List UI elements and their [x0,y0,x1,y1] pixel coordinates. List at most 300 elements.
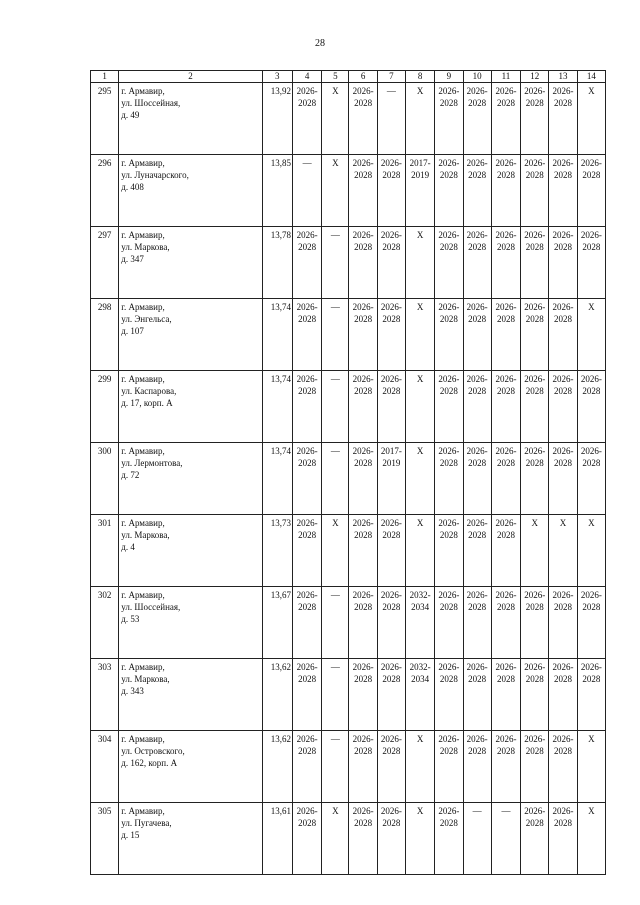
row-number: 300 [91,443,119,515]
period-end: 2028 [496,170,515,180]
period-start: 2026- [466,734,488,744]
period-start: 2026- [524,734,546,744]
period-cell [491,587,520,659]
period-end: 2028 [439,674,458,684]
column-header: 1 [91,71,119,83]
address-line: ул. Каспарова, [121,386,177,396]
period-start: 2026- [580,590,602,600]
period-cell: — [322,731,349,803]
period-cell [349,731,377,803]
period-cell: — [322,587,349,659]
period-start: 2026- [438,590,460,600]
period-end: 2028 [468,602,487,612]
period-end: 2028 [354,674,373,684]
period-start: 2026- [495,734,517,744]
period-start: 2032- [409,590,431,600]
period-cell [463,515,491,587]
period-start: 2026- [380,230,402,240]
period-start: 2026- [296,230,318,240]
period-cell: — [322,299,349,371]
period-cell [435,731,463,803]
table-row [91,731,606,803]
period-cell: X [322,803,349,875]
period-start: 2026- [552,158,574,168]
period-cell: — [292,155,321,227]
period-start: 2026- [352,158,374,168]
period-start: 2026- [524,806,546,816]
period-start: 2026- [296,518,318,528]
period-end: 2028 [525,602,544,612]
period-end: 2028 [525,818,544,828]
period-start: 2026- [380,374,402,384]
period-start: 2026- [296,374,318,384]
period-start: 2026- [552,590,574,600]
period-cell [435,371,463,443]
period-cell [549,299,577,371]
period-end: 2028 [298,746,317,756]
period-cell [406,659,435,731]
period-cell: X [406,731,435,803]
address-cell [119,299,262,371]
value-cell: 13,92 [262,83,292,155]
address-line: г. Армавир, [121,230,165,240]
period-cell [491,659,520,731]
period-cell [521,371,549,443]
period-end: 2028 [553,818,572,828]
period-start: 2026- [296,86,318,96]
period-cell [292,227,321,299]
row-number: 298 [91,299,119,371]
period-cell: X [549,515,577,587]
period-end: 2028 [582,602,601,612]
table-row [91,155,606,227]
address-line: г. Армавир, [121,734,165,744]
period-cell: — [377,83,405,155]
period-start: 2026- [352,590,374,600]
period-start: 2026- [552,806,574,816]
address-line: г. Армавир, [121,806,165,816]
address-line: г. Армавир, [121,518,165,528]
period-start: 2026- [352,86,374,96]
period-start: 2026- [438,806,460,816]
period-cell [435,155,463,227]
period-end: 2028 [553,386,572,396]
period-start: 2026- [438,446,460,456]
period-cell: X [406,443,435,515]
period-end: 2028 [525,674,544,684]
period-end: 2028 [496,602,515,612]
address-line: ул. Маркова, [121,530,170,540]
period-end: 2028 [354,170,373,180]
period-cell [521,587,549,659]
period-start: 2026- [580,230,602,240]
column-header: 11 [491,71,520,83]
period-start: 2026- [466,590,488,600]
period-end: 2028 [298,314,317,324]
period-end: 2028 [496,674,515,684]
address-cell [119,371,262,443]
address-line: д. 72 [121,470,140,480]
period-cell [406,587,435,659]
period-end: 2028 [525,386,544,396]
address-cell [119,803,262,875]
period-cell [349,659,377,731]
period-cell [377,587,405,659]
period-start: 2026- [495,662,517,672]
row-number: 302 [91,587,119,659]
period-start: 2026- [580,158,602,168]
period-end: 2028 [439,98,458,108]
period-cell: X [322,515,349,587]
period-cell [463,371,491,443]
period-cell [349,443,377,515]
period-end: 2028 [525,170,544,180]
address-line: г. Армавир, [121,662,165,672]
period-cell: X [577,731,605,803]
column-header: 2 [119,71,262,83]
period-cell: — [322,659,349,731]
row-number: 305 [91,803,119,875]
period-start: 2026- [524,158,546,168]
period-cell: — [322,371,349,443]
period-start: 2026- [296,590,318,600]
period-start: 2026- [495,86,517,96]
table-row [91,443,606,515]
period-end: 2028 [354,818,373,828]
period-cell [292,731,321,803]
column-header: 12 [521,71,549,83]
period-end: 2028 [553,458,572,468]
period-end: 2019 [382,458,401,468]
page-number: 28 [315,38,325,49]
period-end: 2028 [382,242,401,252]
period-start: 2026- [466,230,488,240]
column-header: 13 [549,71,577,83]
period-start: 2026- [495,518,517,528]
table-row [91,587,606,659]
period-start: 2026- [495,446,517,456]
period-start: 2026- [524,86,546,96]
address-line: ул. Пугачева, [121,818,172,828]
address-line: г. Армавир, [121,590,165,600]
period-cell [377,515,405,587]
address-cell [119,443,262,515]
period-start: 2026- [438,374,460,384]
period-cell [349,227,377,299]
column-header: 5 [322,71,349,83]
period-start: 2026- [495,230,517,240]
period-end: 2028 [439,314,458,324]
table-row [91,83,606,155]
period-start: 2026- [466,518,488,528]
column-header: 14 [577,71,605,83]
period-cell [292,515,321,587]
column-header: 3 [262,71,292,83]
address-line: ул. Лермонтова, [121,458,183,468]
period-end: 2028 [439,602,458,612]
period-cell [491,731,520,803]
period-start: 2026- [352,662,374,672]
period-cell [521,83,549,155]
address-line: д. 15 [121,830,140,840]
period-start: 2026- [352,302,374,312]
period-start: 2032- [409,662,431,672]
period-end: 2028 [382,602,401,612]
period-cell: — [322,443,349,515]
period-end: 2028 [525,458,544,468]
period-start: 2026- [296,734,318,744]
address-line: д. 17, корп. А [121,398,173,408]
period-start: 2026- [438,302,460,312]
row-number: 296 [91,155,119,227]
period-cell [349,299,377,371]
period-start: 2026- [438,518,460,528]
address-line: ул. Маркова, [121,242,170,252]
row-number: 304 [91,731,119,803]
address-line: д. 347 [121,254,144,264]
period-end: 2028 [298,530,317,540]
period-cell [491,227,520,299]
period-start: 2026- [552,374,574,384]
period-end: 2028 [298,602,317,612]
period-end: 2028 [354,602,373,612]
period-end: 2028 [496,242,515,252]
period-end: 2028 [382,386,401,396]
period-end: 2028 [354,242,373,252]
period-start: 2026- [524,662,546,672]
address-line: г. Армавир, [121,86,165,96]
period-end: 2028 [468,674,487,684]
period-cell [435,587,463,659]
period-end: 2028 [468,314,487,324]
period-start: 2026- [380,806,402,816]
period-cell [577,659,605,731]
period-start: 2026- [580,446,602,456]
row-number: 295 [91,83,119,155]
value-cell: 13,85 [262,155,292,227]
period-cell [435,659,463,731]
period-end: 2028 [439,818,458,828]
address-cell [119,587,262,659]
period-start: 2026- [380,158,402,168]
period-end: 2028 [496,386,515,396]
period-cell [463,731,491,803]
period-start: 2026- [380,302,402,312]
period-start: 2026- [380,590,402,600]
period-cell: X [577,299,605,371]
housing-registry-table [90,70,606,875]
period-cell: X [406,371,435,443]
period-cell [377,803,405,875]
column-header: 9 [435,71,463,83]
period-end: 2028 [468,242,487,252]
address-cell [119,515,262,587]
address-line: д. 408 [121,182,144,192]
period-cell [349,371,377,443]
period-start: 2026- [524,302,546,312]
period-end: 2028 [382,674,401,684]
period-end: 2028 [582,242,601,252]
address-line: ул. Луначарского, [121,170,189,180]
period-start: 2026- [296,662,318,672]
period-cell [577,371,605,443]
row-number: 301 [91,515,119,587]
period-cell [292,587,321,659]
period-end: 2028 [525,314,544,324]
period-start: 2026- [495,374,517,384]
period-cell [463,299,491,371]
period-end: 2028 [298,386,317,396]
address-line: д. 162, корп. А [121,758,178,768]
table-row [91,515,606,587]
address-line: д. 49 [121,110,140,120]
period-end: 2028 [382,818,401,828]
address-line: д. 53 [121,614,140,624]
period-end: 2028 [553,674,572,684]
period-cell [377,371,405,443]
period-start: 2026- [466,374,488,384]
period-start: 2026- [466,662,488,672]
period-cell [377,227,405,299]
column-header: 6 [349,71,377,83]
value-cell: 13,62 [262,731,292,803]
period-cell: — [491,803,520,875]
period-cell: X [577,83,605,155]
address-cell [119,227,262,299]
period-end: 2028 [382,530,401,540]
period-end: 2028 [553,98,572,108]
period-start: 2026- [495,158,517,168]
period-end: 2028 [468,386,487,396]
period-end: 2028 [439,458,458,468]
address-line: г. Армавир, [121,158,165,168]
period-start: 2026- [352,374,374,384]
period-cell [377,155,405,227]
period-start: 2026- [524,446,546,456]
period-end: 2028 [582,386,601,396]
period-cell [549,659,577,731]
column-header: 10 [463,71,491,83]
address-line: ул. Островского, [121,746,185,756]
address-line: д. 4 [121,542,135,552]
period-cell [549,371,577,443]
period-start: 2026- [580,374,602,384]
period-cell: X [406,515,435,587]
address-line: д. 107 [121,326,144,336]
address-line: г. Армавир, [121,374,165,384]
period-end: 2028 [468,458,487,468]
period-start: 2026- [380,734,402,744]
period-cell [292,83,321,155]
period-start: 2026- [524,590,546,600]
period-end: 2028 [496,530,515,540]
period-end: 2028 [354,98,373,108]
period-cell [463,83,491,155]
period-cell [491,299,520,371]
period-cell [491,515,520,587]
period-cell: — [322,227,349,299]
period-cell [521,155,549,227]
period-start: 2026- [438,662,460,672]
address-line: ул. Шоссейная, [121,602,181,612]
period-cell [377,659,405,731]
period-end: 2028 [439,242,458,252]
period-end: 2028 [553,170,572,180]
period-cell [406,155,435,227]
period-cell [549,443,577,515]
period-cell [549,83,577,155]
period-start: 2017- [380,446,402,456]
period-end: 2028 [298,242,317,252]
period-end: 2028 [468,98,487,108]
period-cell [435,515,463,587]
value-cell: 13,74 [262,299,292,371]
period-start: 2026- [524,374,546,384]
period-cell [521,227,549,299]
period-cell [349,155,377,227]
period-start: 2026- [495,302,517,312]
period-cell [577,443,605,515]
period-start: 2026- [352,446,374,456]
value-cell: 13,74 [262,443,292,515]
address-cell [119,155,262,227]
period-end: 2034 [411,674,430,684]
period-cell [463,155,491,227]
period-end: 2028 [439,530,458,540]
address-line: г. Армавир, [121,446,165,456]
table-row [91,371,606,443]
period-end: 2028 [525,746,544,756]
period-end: 2028 [354,314,373,324]
table-row [91,803,606,875]
period-end: 2028 [525,242,544,252]
table-row [91,659,606,731]
period-start: 2026- [466,86,488,96]
address-line: д. 343 [121,686,144,696]
period-cell: X [521,515,549,587]
row-number: 297 [91,227,119,299]
period-start: 2026- [466,302,488,312]
row-number: 303 [91,659,119,731]
value-cell: 13,62 [262,659,292,731]
period-cell [292,443,321,515]
period-cell: X [406,83,435,155]
value-cell: 13,67 [262,587,292,659]
value-cell: 13,74 [262,371,292,443]
period-cell [435,443,463,515]
address-line: ул. Шоссейная, [121,98,181,108]
period-cell [463,443,491,515]
period-cell [292,299,321,371]
period-cell [549,587,577,659]
address-line: ул. Маркова, [121,674,170,684]
period-cell [349,587,377,659]
period-end: 2028 [298,98,317,108]
period-start: 2026- [495,590,517,600]
period-cell [491,83,520,155]
address-line: г. Армавир, [121,302,165,312]
period-cell [577,227,605,299]
period-start: 2026- [552,446,574,456]
period-cell [349,515,377,587]
period-start: 2026- [466,446,488,456]
period-start: 2026- [296,446,318,456]
period-cell [292,803,321,875]
period-cell [463,227,491,299]
period-end: 2028 [582,170,601,180]
period-cell: X [322,155,349,227]
period-start: 2026- [352,518,374,528]
